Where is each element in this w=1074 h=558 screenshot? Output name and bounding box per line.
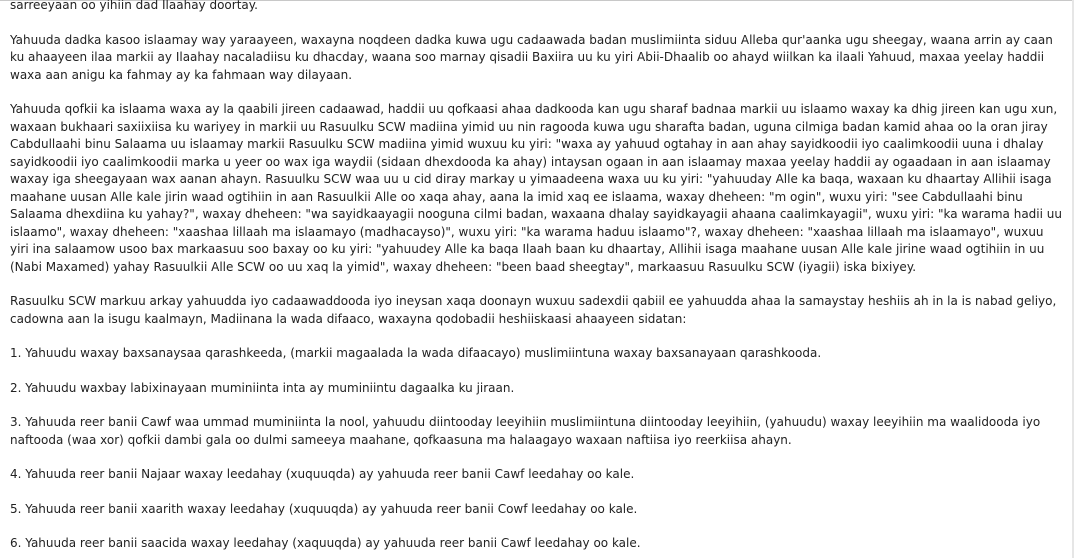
paragraph-treaty-intro: Rasuulku SCW markuu arkay yahuudda iyo cadaawaddooda iyo ineysan xaqa doonayn wuxuu sadexdii qabiil ee yahuudda ahaa la samaystay heshiis ah in la is nabad geliyo, cadowna aan la isugu kaalmayn, Madiinana la wada difaaco, waxayna qodobadii heshiiskaasi ahaayeen sidatan: xyxy=(10,294,1057,326)
treaty-clause-2: 2. Yahuudu waxbay labixinayaan muminiinta inta ay muminiintu dagaalka ku jiraan. xyxy=(10,380,515,395)
treaty-clause-5: 5. Yahuuda reer banii xaarith waxay leedahay (xuquuqda) ay yahuuda reer banii Cowf leedahay oo kale. xyxy=(10,501,638,516)
treaty-clause-6: 6. Yahuuda reer banii saacida waxay leedahay (xaquuqda) ay yahuuda reer banii Cawf leedahay oo kale. xyxy=(10,536,641,550)
treaty-clause-4: 4. Yahuuda reer banii Najaar waxay leedahay (xuquuqda) ay yahuuda reer banii Cawf leedahay oo kale. xyxy=(10,467,635,481)
paragraph-intro-tail: sarreeyaan oo yihiin dad Ilaahay doortay. xyxy=(10,0,258,12)
paragraph-abdullah-bin-salam: Yahuuda qofkii ka islaama waxa ay la qaabili jireen cadaawad, haddii uu qofkaasi ahaa dadkooda kan ugu sharaf badnaa markii uu islaamo waxay ka dhig jireen kan ugu xun, waxaan bukhaari saxiixiisa ku wariyey in markii uu Rasuulku SCW madiina yimid uu nin ragooda kuwa ugu sharafta badan, uguna cilmiga badan kamid ahaa oo la oran jiray Cabdullaahi binu Salaama uu islaamay markii Rasuulku SCW madiina yimid wuxuu ku yiri: "waxa ay yahuud ogtahay in aan ahay sayidkoodii iyo caalimkoodii uuna i dhalay sayidkoodii iyo caalimkoodii marka u yeer oo wax iga waydii (sidaan dhexdooda ka ahay) intaysan ogaan in aan islaamay maxaa yeelay haddii ay ogaadaan in aan islaamay waxay iga sheegayaan wax aanan ahayn. Rasuulku SCW waa uu u cid diray markay u yimaadeena waxa uu ku yiri: "yahuuday Alle ka baqa, waxaan ku dhaartay Allihii isaga maahane uusan Alle kale jirin waad ogtihiin in aan Rasuulkii Alle oo xaqa ahay, aana la imid xaq ee islaama, waxay dheheen: "m ogin", wuxu yiri: "see Cabdullaahi binu Salaama dhexdiina ku yahay?", waxay dheheen: "wa sayidkaayagii nooguna cilmi badan, waxaana dhalay sayidkayagii ahaana caalimkayagii", wuxu yiri: "ka warama hadii uu islaamo", waxay dheheen: "xaashaa lillaah ma islaamayo (madhacayso)", wuxu yiri: "ka warama haduu islaamo"?, waxay dheheen: "xaashaa lillaah ma islaamayo", wuxuu yiri ina salaamow usoo bax markaasuu soo baxay oo ku yiri: "yahuudey Alle ka baqa Ilaah baan ku dhaartay, Allihii isaga maahane uusan Alle kale jirine waad ogtihiin in uu (Nabi Maxamed) yahay Rasuulkii Alle SCW oo uu xaq la yimid", waxay dheheen: "been baad sheegtay", markaasuu Rasuulku SCW (iyagii) iska bixiyey. xyxy=(10,102,1062,274)
treaty-clause-3: 3. Yahuuda reer banii Cawf waa ummad muminiinta la nool, yahuudu diintooday leeyihiin muslimiintuna diintooday leeyihiin, (yahuudu) waxay leeyihiin ma waalidooda iyo naftooda (waa xor) qofkii dambi gala oo dulmi sameeya maahane, qofkaasuna ma halaagayo waxaan naftiisa iyo reerkiisa ahayn. xyxy=(10,415,1041,447)
article-body xyxy=(10,0,1062,558)
treaty-clause-1: 1. Yahuudu waxay baxsanaysaa qarashkeeda, (markii magaalada la wada difaacayo) muslimiintuna waxay baxsanayaan qarashkooda. xyxy=(10,346,822,360)
paragraph-yahuud-converts: Yahuuda dadka kasoo islaamay way yaraayeen, waxayna noqdeen dadka kuwa ugu cadaawada badan muslimiinta siduu Alleba qur'aanka ugu sheegay, waana arrin ay caan ku ahaayeen ilaa markii ay Ilaahay nacaladiisu ku dhacday, waana soo marnay qisadii Baxiira uu ku yiri Abii-Dhaalib oo ahayd wiilkan ka ilaali Yahuud, maxaa yeelay haddii waxa aan anigu ka fahmay ay ka fahmaan way dilayaan. xyxy=(10,32,1053,82)
